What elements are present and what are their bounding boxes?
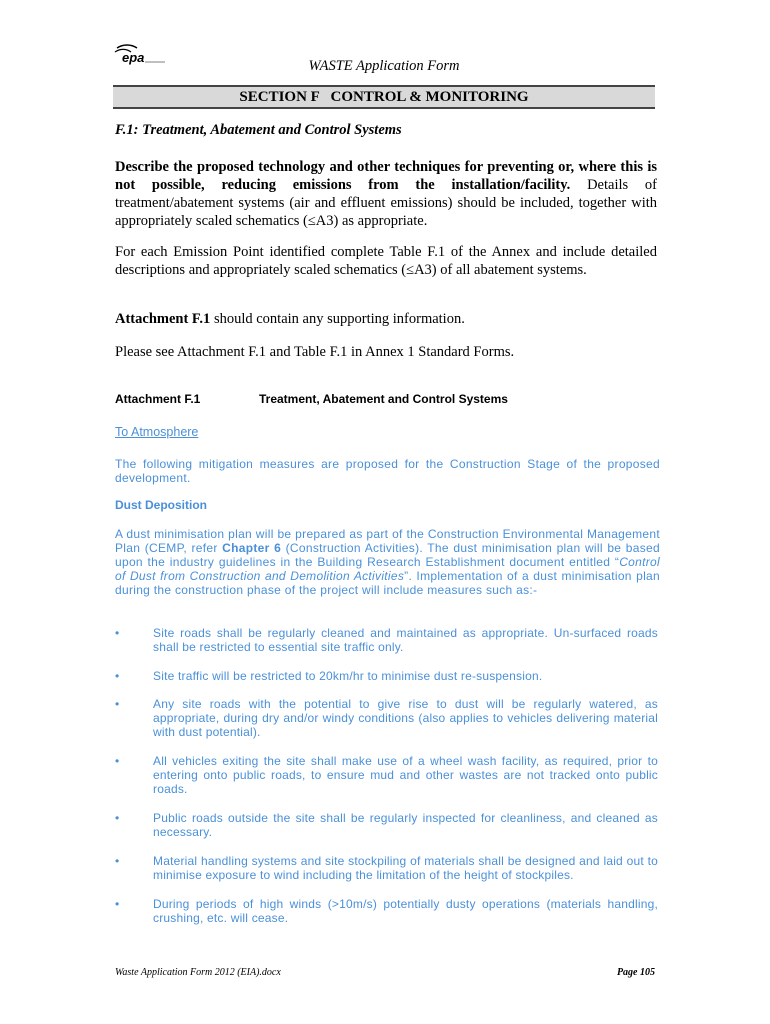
form-title: WASTE Application Form (308, 58, 460, 74)
emission-paragraph: For each Emission Point identified complete Table F.1 of the Annex and include detailed descriptions and appropriately scaled schematics (≤A3) of all abatement systems. (115, 244, 657, 278)
bullet-icon: • (115, 854, 120, 868)
list-item-text: During periods of high winds (>10m/s) potentially dusty operations (materials handling, crushing, etc. will cease. (153, 897, 658, 925)
describe-paragraph (115, 158, 657, 230)
dust-paragraph (115, 527, 660, 597)
dust-text-2: (Construction Activities). The dust minimisation plan will be based upon the industry guidelines in the Building Research Establishment document entitled “ (115, 541, 660, 569)
document-reference: Control of Dust from Construction and Demolition Activities (115, 555, 660, 583)
list-item-text: Site traffic will be restricted to 20km/hr to minimise dust re-suspension. (153, 669, 543, 683)
to-atmosphere-heading: To Atmosphere (115, 425, 199, 439)
describe-text: Details of treatment/abatement systems (air and effluent emissions) should be included, together with appropriately scaled schematics (≤A3) as appropriate. (115, 177, 657, 229)
dust-text-3: ”. Implementation of a dust minimisation plan during the construction phase of the project will include measures such as:- (115, 569, 660, 597)
footer-filename: Waste Application Form 2012 (EIA).docx (115, 967, 281, 978)
list-item-text: Public roads outside the site shall be regularly inspected for cleanliness, and cleaned as necessary. (153, 811, 658, 839)
bullet-icon: • (115, 626, 120, 640)
attachment-text: should contain any supporting information. (210, 311, 465, 327)
bullet-icon: • (115, 669, 120, 683)
footer-page-number: Page 105 (616, 967, 655, 978)
list-item-text: Site roads shall be regularly cleaned and maintained as appropriate. Un-surfaced roads shall be restricted to essential site traffic only. (153, 626, 658, 654)
bullet-icon: • (115, 697, 120, 711)
attachment-title: Treatment, Abatement and Control Systems (259, 392, 508, 406)
describe-bold-text: Describe the proposed technology and other techniques for preventing or, where this is not possible, reducing emissions from the installation/facility. (115, 159, 657, 193)
attachment-paragraph (115, 310, 657, 328)
section-heading: SECTION F CONTROL & MONITORING (113, 85, 655, 109)
see-paragraph: Please see Attachment F.1 and Table F.1 in Annex 1 Standard Forms. (115, 344, 515, 360)
attachment-label: Attachment F.1 (115, 392, 201, 406)
bullet-icon: • (115, 811, 120, 825)
epa-logo-text: epa (122, 50, 145, 65)
dust-deposition-heading: Dust Deposition (115, 498, 207, 512)
bullet-icon: • (115, 897, 120, 911)
intro-paragraph: The following mitigation measures are proposed for the Construction Stage of the proposed development. (115, 457, 660, 485)
list-item-text: Any site roads with the potential to give rise to dust will be regularly watered, as appropriate, during dry and/or windy conditions (also applies to vehicles delivering material with dust potential). (153, 697, 658, 739)
list-item-text: Material handling systems and site stockpiling of materials shall be designed and laid out to minimise exposure to wind including the limitation of the height of stockpiles. (153, 854, 658, 882)
bullet-icon: • (115, 754, 120, 768)
chapter-reference: Chapter 6 (222, 541, 282, 555)
list-item-text: All vehicles exiting the site shall make use of a wheel wash facility, as required, prior to entering onto public roads, to ensure mud and other wastes are not tracked onto public roads. (153, 754, 658, 796)
attachment-bold-text: Attachment F.1 (115, 311, 211, 327)
subsection-title: F.1: Treatment, Abatement and Control Systems (115, 122, 402, 138)
dust-text-1: A dust minimisation plan will be prepared as part of the Construction Environmental Management Plan (CEMP, refer (115, 527, 660, 555)
